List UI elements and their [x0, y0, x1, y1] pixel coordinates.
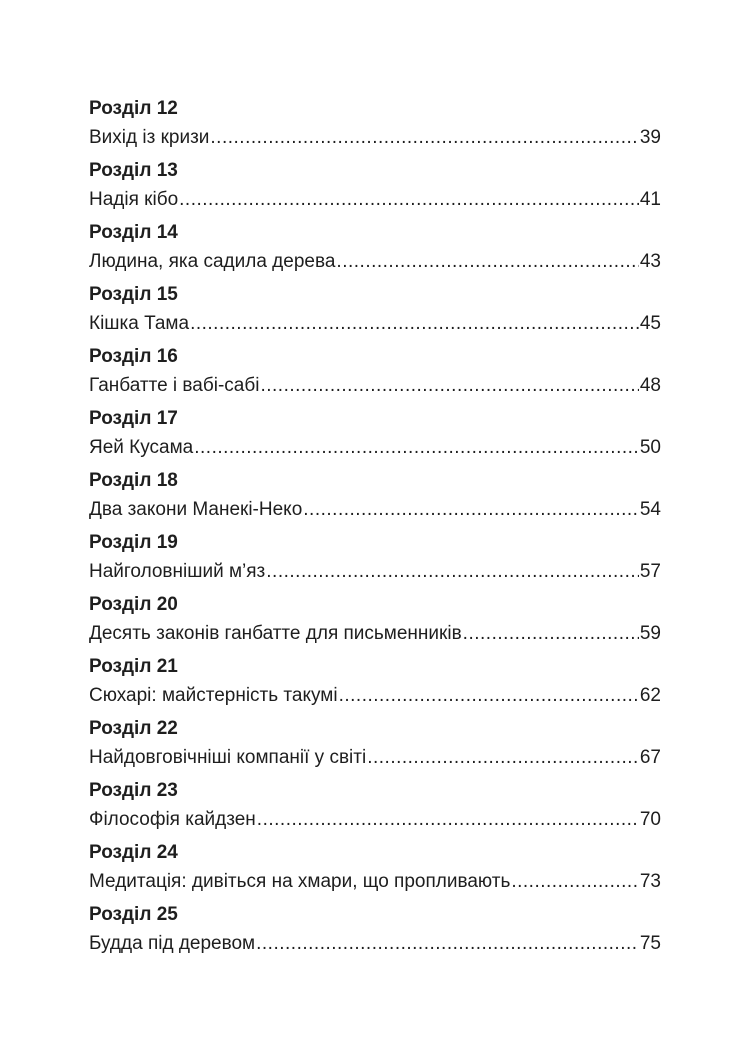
toc-entry[interactable] [89, 776, 661, 838]
chapter-number: Розділ 15 [89, 284, 178, 305]
chapter-title: Два закони Манекі-Неко [89, 499, 303, 520]
chapter-title: Кішка Тама [89, 313, 190, 334]
toc-entry[interactable] [89, 466, 661, 528]
page-number: 54 [639, 499, 661, 520]
dot-leader [266, 557, 639, 587]
chapter-number: Розділ 25 [89, 904, 178, 925]
page-number: 43 [639, 251, 661, 272]
page-number: 70 [639, 809, 661, 830]
chapter-number: Розділ 17 [89, 408, 178, 429]
page-number: 48 [639, 375, 661, 396]
dot-leader [179, 185, 639, 215]
dot-leader [260, 371, 638, 401]
dot-leader [210, 123, 638, 153]
toc-line [89, 433, 661, 463]
toc-entry[interactable] [89, 342, 661, 404]
chapter-number: Розділ 18 [89, 470, 178, 491]
page-number: 41 [639, 189, 661, 210]
toc-line [89, 371, 661, 401]
toc-line [89, 929, 661, 959]
toc-entry[interactable] [89, 590, 661, 652]
toc-line [89, 495, 661, 525]
toc-line [89, 743, 661, 773]
page-number: 75 [639, 933, 661, 954]
chapter-title: Медитація: дивіться на хмари, що пропливають [89, 871, 511, 892]
page-number: 39 [639, 127, 661, 148]
dot-leader [190, 309, 639, 339]
chapter-number: Розділ 13 [89, 160, 178, 181]
page-number: 57 [639, 561, 661, 582]
dot-leader [339, 681, 639, 711]
dot-leader [257, 805, 639, 835]
chapter-number: Розділ 14 [89, 222, 178, 243]
page-number: 62 [639, 685, 661, 706]
toc-line [89, 185, 661, 215]
page-number: 50 [639, 437, 661, 458]
chapter-number: Розділ 22 [89, 718, 178, 739]
dot-leader [463, 619, 639, 649]
chapter-title: Будда під деревом [89, 933, 256, 954]
chapter-number: Розділ 20 [89, 594, 178, 615]
chapter-title: Вихід із кризи [89, 127, 210, 148]
chapter-title: Людина, яка садила дерева [89, 251, 336, 272]
chapter-title: Сюхарі: майстерність такумі [89, 685, 338, 706]
table-of-contents [89, 94, 661, 962]
dot-leader [194, 433, 639, 463]
toc-line [89, 309, 661, 339]
toc-line [89, 557, 661, 587]
chapter-number: Розділ 16 [89, 346, 178, 367]
page-number: 59 [639, 623, 661, 644]
toc-line [89, 247, 661, 277]
toc-entry[interactable] [89, 900, 661, 962]
toc-line [89, 867, 661, 897]
chapter-number: Розділ 21 [89, 656, 178, 677]
dot-leader [303, 495, 639, 525]
toc-entry[interactable] [89, 714, 661, 776]
toc-entry[interactable] [89, 652, 661, 714]
dot-leader [367, 743, 639, 773]
toc-entry[interactable] [89, 528, 661, 590]
toc-line [89, 123, 661, 153]
toc-line [89, 681, 661, 711]
chapter-title: Ганбатте і вабі-сабі [89, 375, 260, 396]
dot-leader [511, 867, 639, 897]
chapter-title: Надія кібо [89, 189, 179, 210]
toc-line [89, 619, 661, 649]
toc-entry[interactable] [89, 218, 661, 280]
toc-entry[interactable] [89, 280, 661, 342]
chapter-number: Розділ 24 [89, 842, 178, 863]
page-number: 73 [639, 871, 661, 892]
chapter-title: Яей Кусама [89, 437, 194, 458]
chapter-number: Розділ 12 [89, 98, 178, 119]
chapter-title: Філософія кайдзен [89, 809, 256, 830]
chapter-number: Розділ 19 [89, 532, 178, 553]
toc-line [89, 805, 661, 835]
page-number: 45 [639, 313, 661, 334]
chapter-title: Десять законів ганбатте для письменників [89, 623, 462, 644]
page-number: 67 [639, 747, 661, 768]
chapter-title: Найдовговічніші компанії у світі [89, 747, 367, 768]
dot-leader [336, 247, 638, 277]
chapter-number: Розділ 23 [89, 780, 178, 801]
toc-entry[interactable] [89, 94, 661, 156]
toc-entry[interactable] [89, 156, 661, 218]
chapter-title: Найголовніший м’яз [89, 561, 266, 582]
dot-leader [256, 929, 639, 959]
toc-entry[interactable] [89, 838, 661, 900]
toc-entry[interactable] [89, 404, 661, 466]
